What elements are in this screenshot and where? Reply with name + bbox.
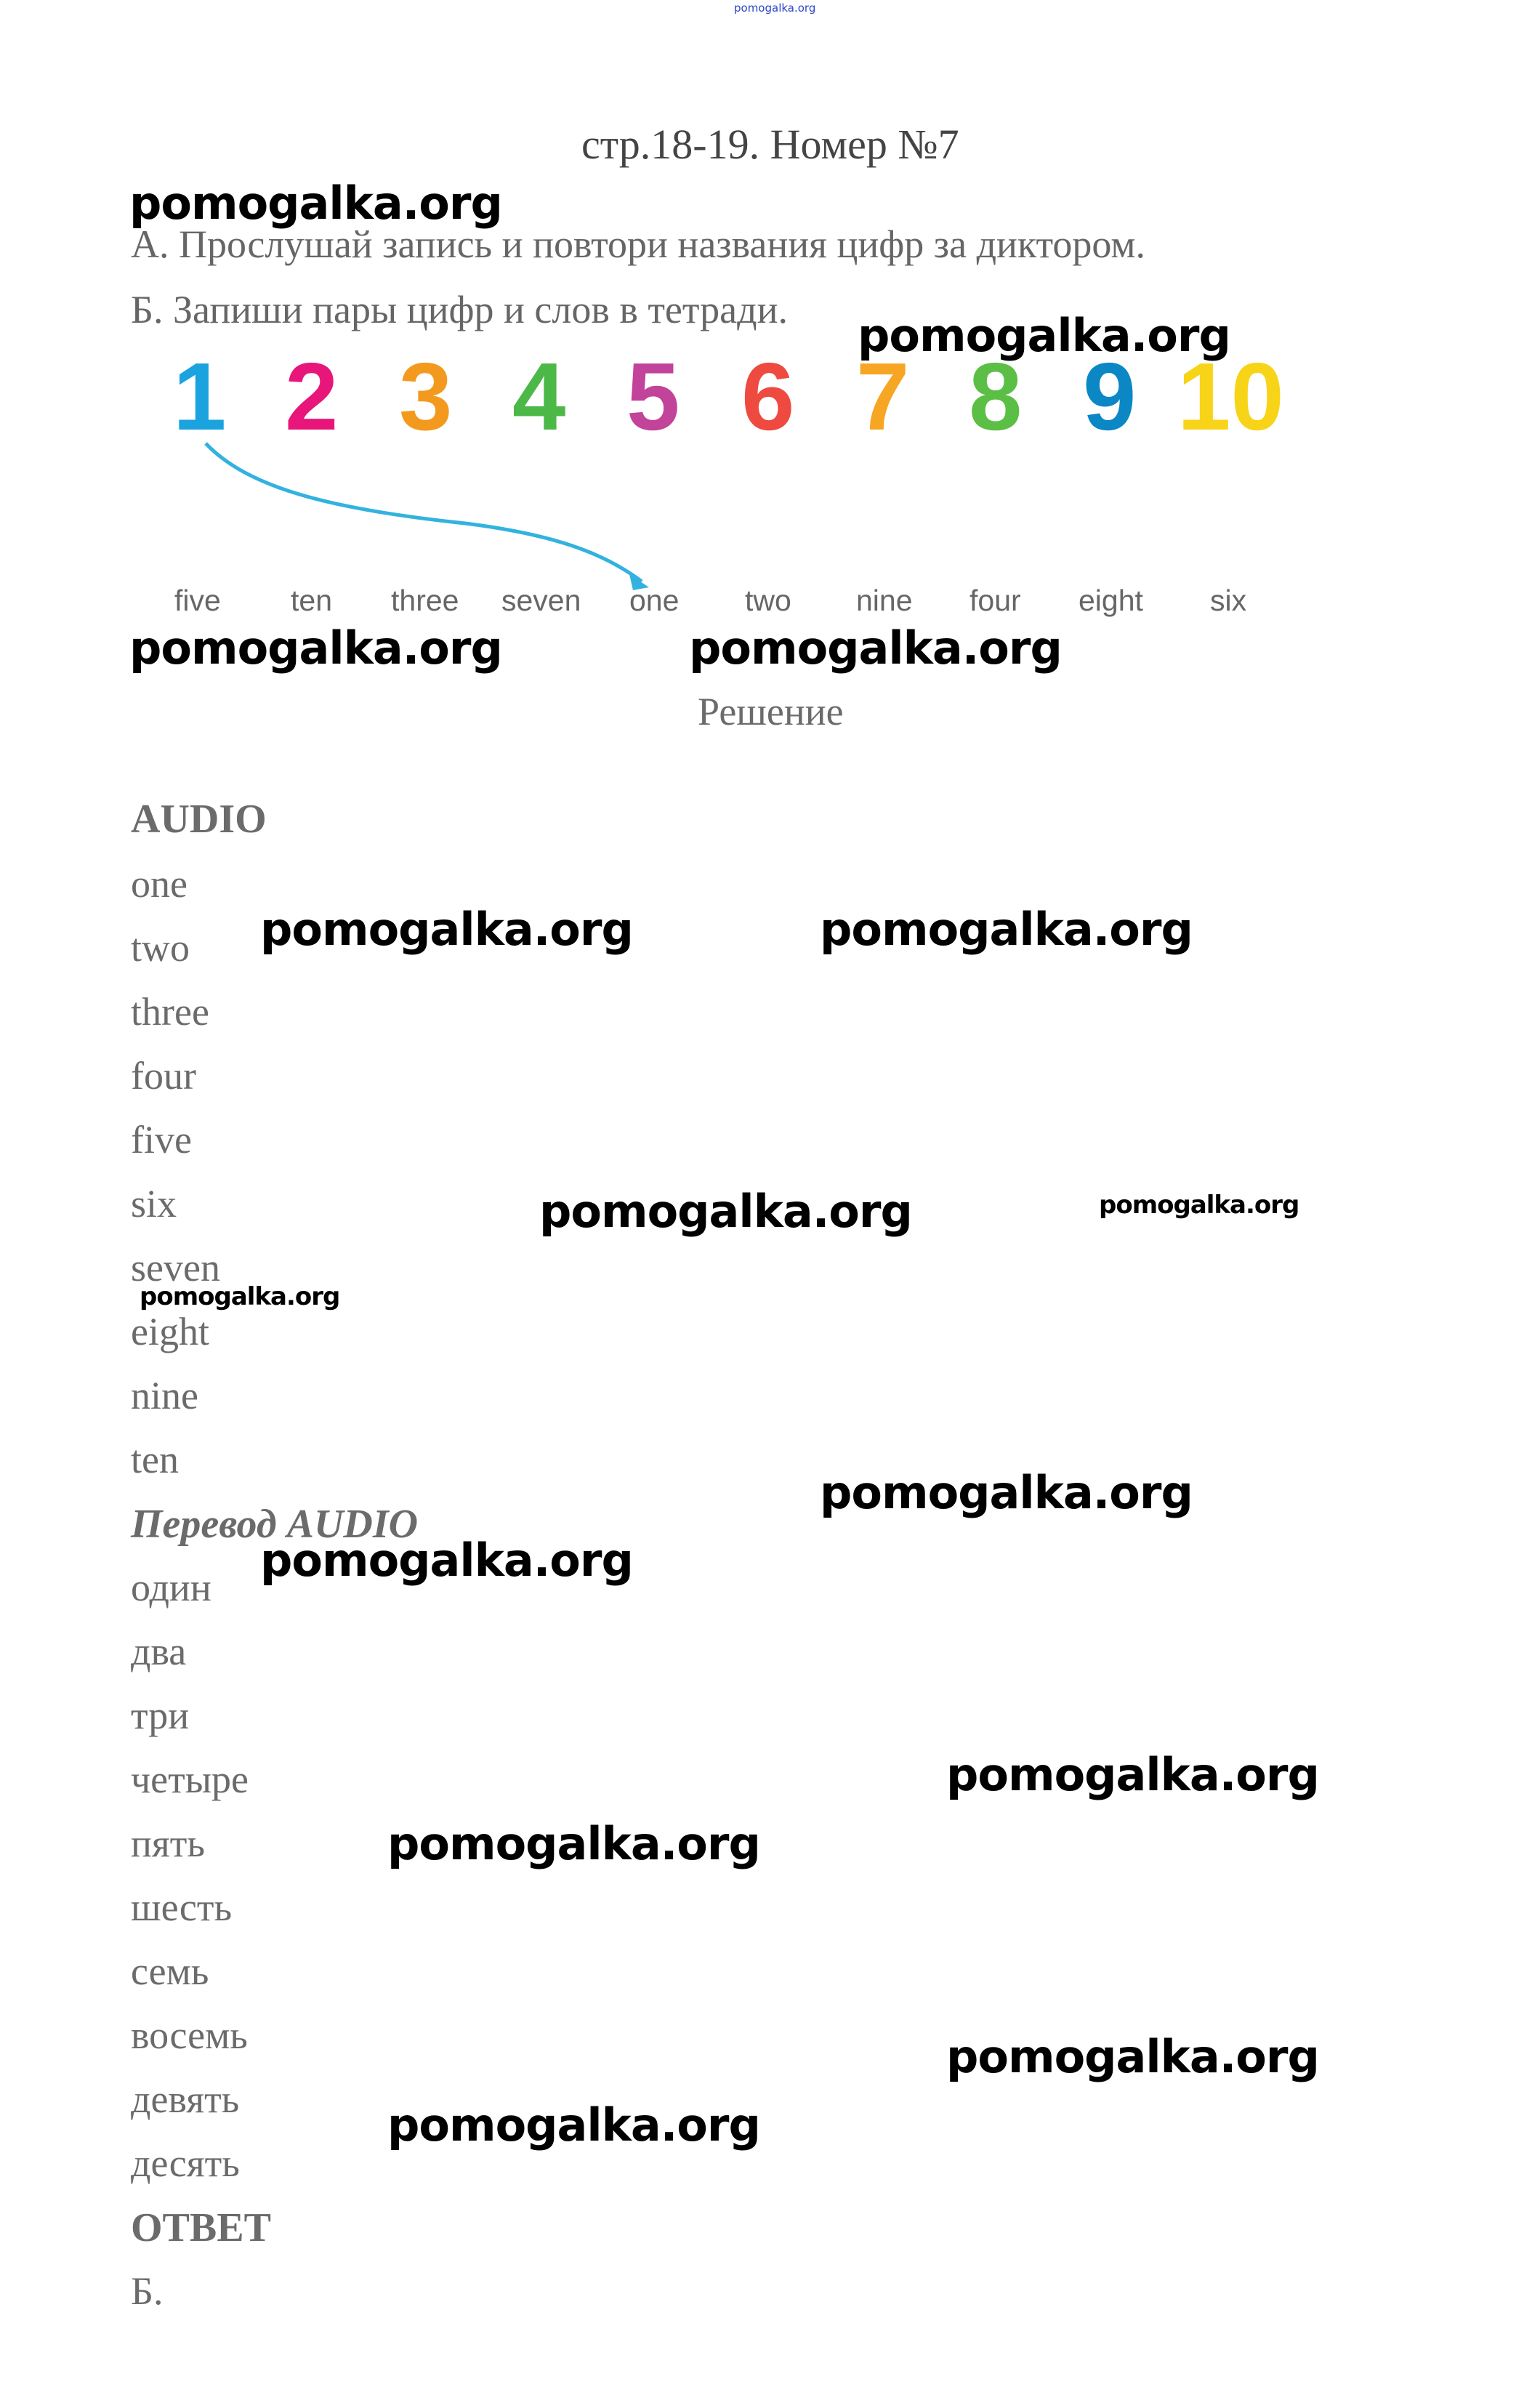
answer-heading: ОТВЕТ [131,2205,271,2250]
word-four: four [969,584,1021,617]
audio-item: seven [131,1246,220,1289]
watermark: pomogalka.org [689,621,1062,675]
audio-item: five [131,1118,192,1162]
watermark: pomogalka.org [1099,1191,1299,1220]
translation-item: три [131,1694,190,1737]
word-one: one [629,584,680,617]
word-two: two [745,584,791,617]
word-eight: eight [1079,584,1143,617]
word-five: five [174,584,221,617]
audio-item: four [131,1054,196,1098]
translation-item: шесть [131,1885,233,1929]
audio-item: three [131,990,209,1034]
audio-item: six [131,1182,177,1225]
digit-1: 1 [173,343,227,450]
watermark: pomogalka.org [858,309,1230,362]
translation-item: один [131,1566,211,1609]
translation-item: восемь [131,2013,248,2057]
translation-item: десять [131,2141,240,2185]
audio-heading: AUDIO [131,797,267,842]
translation-heading: Перевод AUDIO [131,1502,419,1547]
word-three: three [391,584,459,617]
answer-text: Б. [131,2269,164,2313]
task-a: А. Прослушай запись и повтори названия цифр за диктором. [131,222,1146,266]
digit-9: 9 [1083,343,1137,450]
digit-6: 6 [741,343,795,450]
watermark: pomogalka.org [820,903,1193,956]
watermark: pomogalka.org [387,1817,760,1870]
task-b: Б. Запиши пары цифр и слов в тетради. [131,288,788,331]
digit-7: 7 [856,343,910,450]
translation-item: два [131,1630,187,1673]
word-six: six [1210,584,1247,617]
word-seven: seven [501,584,581,617]
audio-item: nine [131,1374,198,1417]
site-tag: pomogalka.org [734,1,816,15]
digit-8: 8 [969,343,1023,450]
watermark: pomogalka.org [140,1282,340,1311]
word-nine: nine [856,584,913,617]
translation-item: семь [131,1949,209,1993]
watermark: pomogalka.org [946,1748,1319,1801]
watermark: pomogalka.org [946,2030,1319,2083]
digit-5: 5 [626,343,680,450]
translation-item: девять [131,2077,240,2121]
digit-2: 2 [285,343,339,450]
watermark: pomogalka.org [820,1466,1193,1519]
watermark: pomogalka.org [260,903,633,956]
watermark: pomogalka.org [260,1534,633,1587]
solution-label: Решение [698,690,844,733]
translation-item: четыре [131,1758,249,1801]
watermark: pomogalka.org [129,177,502,230]
word-ten: ten [291,584,332,617]
page-title: стр.18-19. Номер №7 [581,121,959,168]
watermark: pomogalka.org [539,1185,912,1238]
translation-item: пять [131,1822,205,1865]
audio-item: two [131,926,190,970]
audio-item: ten [131,1438,179,1481]
digit-4: 4 [512,343,566,450]
watermark: pomogalka.org [387,2098,760,2152]
audio-item: one [131,862,188,906]
match-arrow-icon [0,0,1540,654]
audio-item: eight [131,1310,209,1353]
watermark: pomogalka.org [129,621,502,675]
digit-10: 10 [1177,343,1284,450]
digit-3: 3 [399,343,453,450]
